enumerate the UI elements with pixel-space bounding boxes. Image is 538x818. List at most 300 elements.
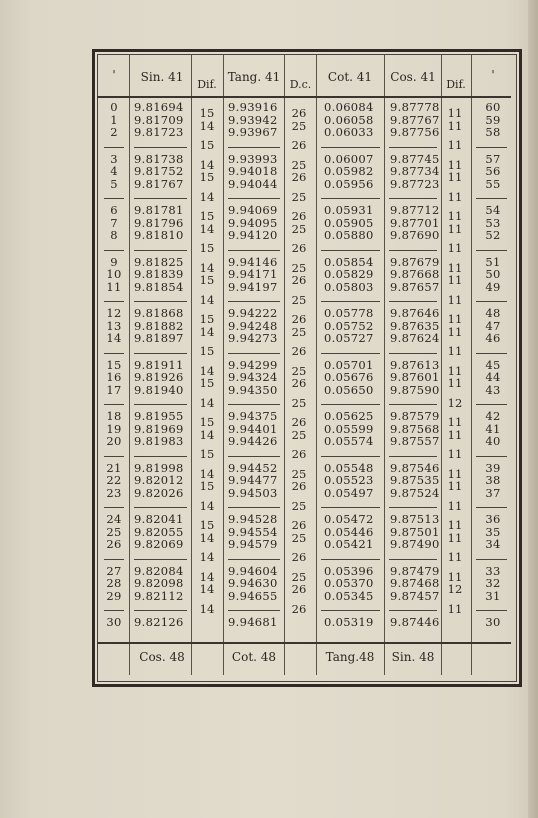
cosine-difference: 11	[447, 157, 463, 172]
group-rule	[134, 404, 187, 405]
common-difference: 25	[291, 118, 307, 133]
minute-complement-cell: 35	[485, 524, 501, 539]
minute-complement-cell: 51	[485, 254, 501, 269]
minute-complement-cell: 36	[485, 512, 501, 526]
common-difference: 26	[291, 106, 307, 121]
cosine-difference: 11	[447, 241, 463, 256]
cotangent-cell: 0.05982	[324, 164, 374, 179]
minute-cell: 27	[106, 563, 122, 578]
cotangent-cell: 0.05650	[324, 382, 374, 397]
common-difference: 25	[291, 498, 307, 513]
cotangent-cell: 0.05727	[324, 331, 374, 346]
sine-difference: 14	[199, 363, 215, 378]
cosine-difference: 11	[447, 221, 463, 236]
header-dif: Dif.	[197, 78, 217, 91]
sine-difference: 15	[199, 415, 215, 430]
common-difference: 25	[291, 466, 307, 481]
group-rule	[476, 559, 507, 560]
tangent-cell: 9.94579	[228, 537, 278, 552]
cosine-difference: 11	[447, 292, 463, 307]
group-rule	[321, 147, 380, 148]
group-rule	[104, 353, 124, 354]
cosine-difference: 12	[447, 395, 463, 410]
group-rule	[228, 301, 280, 302]
sine-cell: 9.82098	[134, 576, 184, 591]
minute-complement-cell: 39	[485, 460, 501, 475]
cotangent-cell: 0.05574	[324, 434, 374, 449]
cosine-cell: 9.87546	[390, 460, 440, 475]
cosine-cell: 9.87778	[390, 100, 440, 114]
sine-difference: 14	[199, 395, 215, 410]
group-rule	[134, 456, 187, 457]
minute-cell: 14	[106, 331, 122, 346]
sine-cell: 9.81839	[134, 267, 184, 282]
sine-difference: 15	[199, 170, 215, 185]
group-rule	[389, 301, 437, 302]
group-rule	[104, 559, 124, 560]
cotangent-cell: 0.05345	[324, 588, 374, 603]
minute-complement-cell: 34	[485, 537, 501, 552]
minute-cell: 17	[106, 382, 122, 397]
group-rule	[476, 301, 507, 302]
tangent-cell: 9.94171	[228, 267, 278, 282]
cosine-difference: 11	[447, 260, 463, 275]
minute-cell: 23	[106, 485, 122, 500]
minute-complement-cell: 42	[485, 409, 501, 423]
cosine-cell: 9.87756	[390, 125, 440, 140]
sine-cell: 9.81998	[134, 460, 184, 475]
sine-cell: 9.81983	[134, 434, 184, 449]
common-difference: 25	[291, 363, 307, 378]
tangent-cell: 9.94222	[228, 306, 278, 320]
group-rule	[476, 353, 507, 354]
common-difference: 26	[291, 138, 307, 153]
group-rule	[476, 198, 507, 199]
minute-complement-cell: 45	[485, 357, 501, 372]
group-rule	[321, 456, 380, 457]
sine-difference: 14	[199, 427, 215, 442]
minute-cell: 5	[110, 176, 118, 191]
cosine-cell: 9.87468	[390, 576, 440, 591]
minute-cell: 29	[106, 588, 122, 603]
minute-complement-cell: 38	[485, 473, 501, 488]
group-rule	[134, 507, 187, 508]
group-rule	[228, 559, 280, 560]
sine-cell: 9.81940	[134, 382, 184, 397]
sine-cell: 9.81752	[134, 164, 184, 179]
cosine-cell: 9.87734	[390, 164, 440, 179]
common-difference: 25	[291, 427, 307, 442]
common-difference: 26	[291, 241, 307, 256]
tangent-cell: 9.94324	[228, 370, 278, 385]
tangent-cell: 9.94375	[228, 409, 278, 423]
sine-difference: 14	[199, 221, 215, 236]
column-separator	[471, 55, 472, 675]
cotangent-cell: 0.05319	[324, 615, 374, 629]
cotangent-cell: 0.05370	[324, 576, 374, 591]
group-rule	[321, 301, 380, 302]
footer-cos48: Cos. 48	[139, 650, 185, 664]
cotangent-cell: 0.05854	[324, 254, 374, 269]
sine-difference: 15	[199, 138, 215, 153]
group-rule	[389, 456, 437, 457]
cosine-difference: 11	[447, 324, 463, 339]
cosine-cell: 9.87635	[390, 318, 440, 333]
cosine-cell: 9.87524	[390, 485, 440, 500]
tangent-cell: 9.93916	[228, 100, 278, 114]
cosine-cell: 9.87701	[390, 215, 440, 230]
sine-difference: 14	[199, 292, 215, 307]
cotangent-cell: 0.05931	[324, 203, 374, 217]
minute-cell: 22	[106, 473, 122, 488]
tangent-cell: 9.94248	[228, 318, 278, 333]
cosine-difference: 11	[447, 170, 463, 185]
cosine-difference: 11	[447, 209, 463, 224]
header-sin: Sin. 41	[140, 70, 184, 84]
minute-complement-cell: 44	[485, 370, 501, 385]
sine-cell: 9.81882	[134, 318, 184, 333]
cosine-cell: 9.87657	[390, 279, 440, 294]
tangent-cell: 9.94069	[228, 203, 278, 217]
sine-difference: 15	[199, 518, 215, 533]
header-minute-right: '	[491, 68, 495, 82]
sine-cell: 9.81709	[134, 112, 184, 127]
footer-tang48: Tang.48	[325, 650, 375, 664]
cosine-difference: 11	[447, 273, 463, 288]
group-rule	[389, 559, 437, 560]
tangent-cell: 9.94146	[228, 254, 278, 269]
minute-cell: 24	[106, 512, 122, 526]
group-rule	[104, 456, 124, 457]
tangent-cell: 9.94452	[228, 460, 278, 475]
footer-sin48: Sin. 48	[391, 650, 435, 664]
minute-cell: 4	[110, 164, 118, 179]
cosine-difference: 11	[447, 312, 463, 327]
minute-cell: 9	[110, 254, 118, 269]
sine-cell: 9.82012	[134, 473, 184, 488]
minute-cell: 13	[106, 318, 122, 333]
minute-cell: 16	[106, 370, 122, 385]
sine-difference: 15	[199, 312, 215, 327]
sine-difference: 14	[199, 189, 215, 204]
cotangent-cell: 0.05956	[324, 176, 374, 191]
minute-cell: 2	[110, 125, 118, 140]
cosine-difference: 11	[447, 601, 463, 616]
cosine-difference: 11	[447, 415, 463, 430]
cosine-difference: 11	[447, 189, 463, 204]
group-rule	[321, 559, 380, 560]
cotangent-cell: 0.05472	[324, 512, 374, 526]
cosine-cell: 9.87479	[390, 563, 440, 578]
minute-complement-cell: 43	[485, 382, 501, 397]
minute-complement-cell: 50	[485, 267, 501, 282]
group-rule	[134, 559, 187, 560]
common-difference: 25	[291, 260, 307, 275]
tangent-cell: 9.93993	[228, 151, 278, 166]
cotangent-cell: 0.05905	[324, 215, 374, 230]
minute-complement-cell: 41	[485, 421, 501, 436]
minute-cell: 6	[110, 203, 118, 217]
header-cot: Cot. 41	[327, 70, 373, 84]
minute-cell: 26	[106, 537, 122, 552]
cosine-cell: 9.87557	[390, 434, 440, 449]
cosine-cell: 9.87513	[390, 512, 440, 526]
sine-cell: 9.82041	[134, 512, 184, 526]
minute-cell: 7	[110, 215, 118, 230]
common-difference: 26	[291, 170, 307, 185]
group-rule	[104, 147, 124, 148]
cosine-cell: 9.87690	[390, 228, 440, 243]
column-separator	[129, 55, 130, 675]
group-rule	[104, 301, 124, 302]
cotangent-cell: 0.05829	[324, 267, 374, 282]
minute-complement-cell: 53	[485, 215, 501, 230]
cosine-difference: 11	[447, 479, 463, 494]
cosine-difference: 11	[447, 344, 463, 359]
sine-difference: 14	[199, 260, 215, 275]
minute-complement-cell: 33	[485, 563, 501, 578]
sine-cell: 9.81926	[134, 370, 184, 385]
tangent-cell: 9.94401	[228, 421, 278, 436]
tangent-cell: 9.94350	[228, 382, 278, 397]
group-rule	[134, 250, 187, 251]
sine-cell: 9.82055	[134, 524, 184, 539]
group-rule	[389, 507, 437, 508]
minute-cell: 11	[106, 279, 122, 294]
common-difference: 26	[291, 312, 307, 327]
sine-difference: 14	[199, 569, 215, 584]
column-separator	[223, 55, 224, 675]
cosine-cell: 9.87579	[390, 409, 440, 423]
group-rule	[389, 147, 437, 148]
group-rule	[321, 610, 380, 611]
minute-cell: 12	[106, 306, 122, 320]
common-difference: 25	[291, 221, 307, 236]
sine-difference: 15	[199, 376, 215, 391]
cosine-cell: 9.87535	[390, 473, 440, 488]
tangent-cell: 9.93942	[228, 112, 278, 127]
group-rule	[104, 507, 124, 508]
common-difference: 26	[291, 273, 307, 288]
sine-cell: 9.81897	[134, 331, 184, 346]
sine-difference: 15	[199, 273, 215, 288]
sine-difference: 14	[199, 498, 215, 513]
group-rule	[321, 404, 380, 405]
cotangent-cell: 0.05548	[324, 460, 374, 475]
cosine-cell: 9.87613	[390, 357, 440, 372]
group-rule	[476, 250, 507, 251]
cotangent-cell: 0.05421	[324, 537, 374, 552]
common-difference: 26	[291, 209, 307, 224]
cosine-difference: 11	[447, 427, 463, 442]
group-rule	[104, 404, 124, 405]
minute-complement-cell: 49	[485, 279, 501, 294]
minute-complement-cell: 60	[485, 100, 501, 114]
cosine-difference: 11	[447, 530, 463, 545]
minute-complement-cell: 31	[485, 588, 501, 603]
group-rule	[134, 610, 187, 611]
sine-cell: 9.81796	[134, 215, 184, 230]
cosine-cell: 9.87646	[390, 306, 440, 320]
sine-cell: 9.81810	[134, 228, 184, 243]
cosine-cell: 9.87501	[390, 524, 440, 539]
minute-complement-cell: 55	[485, 176, 501, 191]
sine-cell: 9.82069	[134, 537, 184, 552]
group-rule	[476, 147, 507, 148]
group-rule	[321, 353, 380, 354]
cosine-difference: 11	[447, 363, 463, 378]
cotangent-cell: 0.06084	[324, 100, 374, 114]
minute-cell: 18	[106, 409, 122, 423]
group-rule	[228, 250, 280, 251]
group-rule	[389, 353, 437, 354]
sine-difference: 15	[199, 447, 215, 462]
cotangent-cell: 0.06058	[324, 112, 374, 127]
cotangent-cell: 0.05676	[324, 370, 374, 385]
cosine-cell: 9.87679	[390, 254, 440, 269]
common-difference: 26	[291, 518, 307, 533]
tangent-cell: 9.94554	[228, 524, 278, 539]
cotangent-cell: 0.05752	[324, 318, 374, 333]
group-rule	[476, 507, 507, 508]
sine-cell: 9.82112	[134, 588, 184, 603]
minute-complement-cell: 40	[485, 434, 501, 449]
column-separator	[316, 55, 317, 675]
cosine-cell: 9.87668	[390, 267, 440, 282]
sine-difference: 14	[199, 118, 215, 133]
group-rule	[134, 198, 187, 199]
group-rule	[228, 456, 280, 457]
tangent-cell: 9.94095	[228, 215, 278, 230]
minute-complement-cell: 32	[485, 576, 501, 591]
tangent-cell: 9.94604	[228, 563, 278, 578]
sine-difference: 14	[199, 601, 215, 616]
group-rule	[389, 404, 437, 405]
minute-complement-cell: 56	[485, 164, 501, 179]
minute-cell: 25	[106, 524, 122, 539]
cosine-difference: 11	[447, 466, 463, 481]
group-rule	[321, 507, 380, 508]
tangent-cell: 9.94528	[228, 512, 278, 526]
sine-difference: 15	[199, 241, 215, 256]
header-dc: D.c.	[289, 78, 312, 91]
cosine-cell: 9.87723	[390, 176, 440, 191]
group-rule	[228, 353, 280, 354]
tangent-cell: 9.94197	[228, 279, 278, 294]
common-difference: 25	[291, 395, 307, 410]
minute-complement-cell: 57	[485, 151, 501, 166]
cosine-difference: 11	[447, 118, 463, 133]
sine-cell: 9.81738	[134, 151, 184, 166]
cotangent-cell: 0.05625	[324, 409, 374, 423]
cosine-difference: 12	[447, 582, 463, 597]
tangent-cell: 9.94655	[228, 588, 278, 603]
sine-difference: 14	[199, 582, 215, 597]
common-difference: 26	[291, 376, 307, 391]
common-difference: 26	[291, 344, 307, 359]
footer-cot48: Cot. 48	[231, 650, 277, 664]
tangent-cell: 9.94120	[228, 228, 278, 243]
minute-complement-cell: 59	[485, 112, 501, 127]
minute-cell: 28	[106, 576, 122, 591]
group-rule	[321, 250, 380, 251]
common-difference: 26	[291, 415, 307, 430]
group-rule	[228, 610, 280, 611]
minute-cell: 30	[106, 615, 122, 629]
header-tang: Tang. 41	[227, 70, 281, 84]
common-difference: 26	[291, 447, 307, 462]
cosine-difference: 11	[447, 138, 463, 153]
group-rule	[389, 610, 437, 611]
minute-complement-cell: 37	[485, 485, 501, 500]
tangent-cell: 9.94044	[228, 176, 278, 191]
common-difference: 25	[291, 324, 307, 339]
tangent-cell: 9.94426	[228, 434, 278, 449]
header-cos: Cos. 41	[390, 70, 436, 84]
header-rule	[97, 96, 511, 98]
group-rule	[134, 301, 187, 302]
minute-cell: 21	[106, 460, 122, 475]
cotangent-cell: 0.05396	[324, 563, 374, 578]
minute-cell: 1	[110, 112, 118, 127]
cosine-cell: 9.87601	[390, 370, 440, 385]
column-separator	[284, 55, 285, 675]
common-difference: 26	[291, 582, 307, 597]
tangent-cell: 9.94273	[228, 331, 278, 346]
tangent-cell: 9.94630	[228, 576, 278, 591]
sine-difference: 15	[199, 209, 215, 224]
common-difference: 25	[291, 189, 307, 204]
cotangent-cell: 0.06007	[324, 151, 374, 166]
header-minute-left: '	[112, 68, 116, 82]
sine-cell: 9.82084	[134, 563, 184, 578]
minute-cell: 8	[110, 228, 118, 243]
sine-difference: 14	[199, 157, 215, 172]
cosine-difference: 11	[447, 518, 463, 533]
sine-cell: 9.82126	[134, 615, 184, 629]
minute-cell: 20	[106, 434, 122, 449]
sine-cell: 9.81723	[134, 125, 184, 140]
cosine-cell: 9.87767	[390, 112, 440, 127]
cotangent-cell: 0.05497	[324, 485, 374, 500]
sine-cell: 9.81767	[134, 176, 184, 191]
common-difference: 25	[291, 569, 307, 584]
sine-cell: 9.81969	[134, 421, 184, 436]
cosine-difference: 11	[447, 376, 463, 391]
minute-cell: 15	[106, 357, 122, 372]
group-rule	[104, 610, 124, 611]
tangent-cell: 9.94299	[228, 357, 278, 372]
cosine-difference: 11	[447, 498, 463, 513]
minute-cell: 3	[110, 151, 118, 166]
cosine-cell: 9.87590	[390, 382, 440, 397]
common-difference: 26	[291, 550, 307, 565]
group-rule	[476, 456, 507, 457]
common-difference: 25	[291, 292, 307, 307]
cosine-cell: 9.87446	[390, 615, 440, 629]
cosine-cell: 9.87624	[390, 331, 440, 346]
cosine-cell: 9.87457	[390, 588, 440, 603]
sine-difference: 14	[199, 530, 215, 545]
tangent-cell: 9.94503	[228, 485, 278, 500]
cosine-difference: 11	[447, 106, 463, 121]
sine-cell: 9.81868	[134, 306, 184, 320]
cotangent-cell: 0.06033	[324, 125, 374, 140]
minute-cell: 10	[106, 267, 122, 282]
common-difference: 25	[291, 157, 307, 172]
minute-cell: 0	[110, 100, 118, 114]
sine-cell: 9.81825	[134, 254, 184, 269]
